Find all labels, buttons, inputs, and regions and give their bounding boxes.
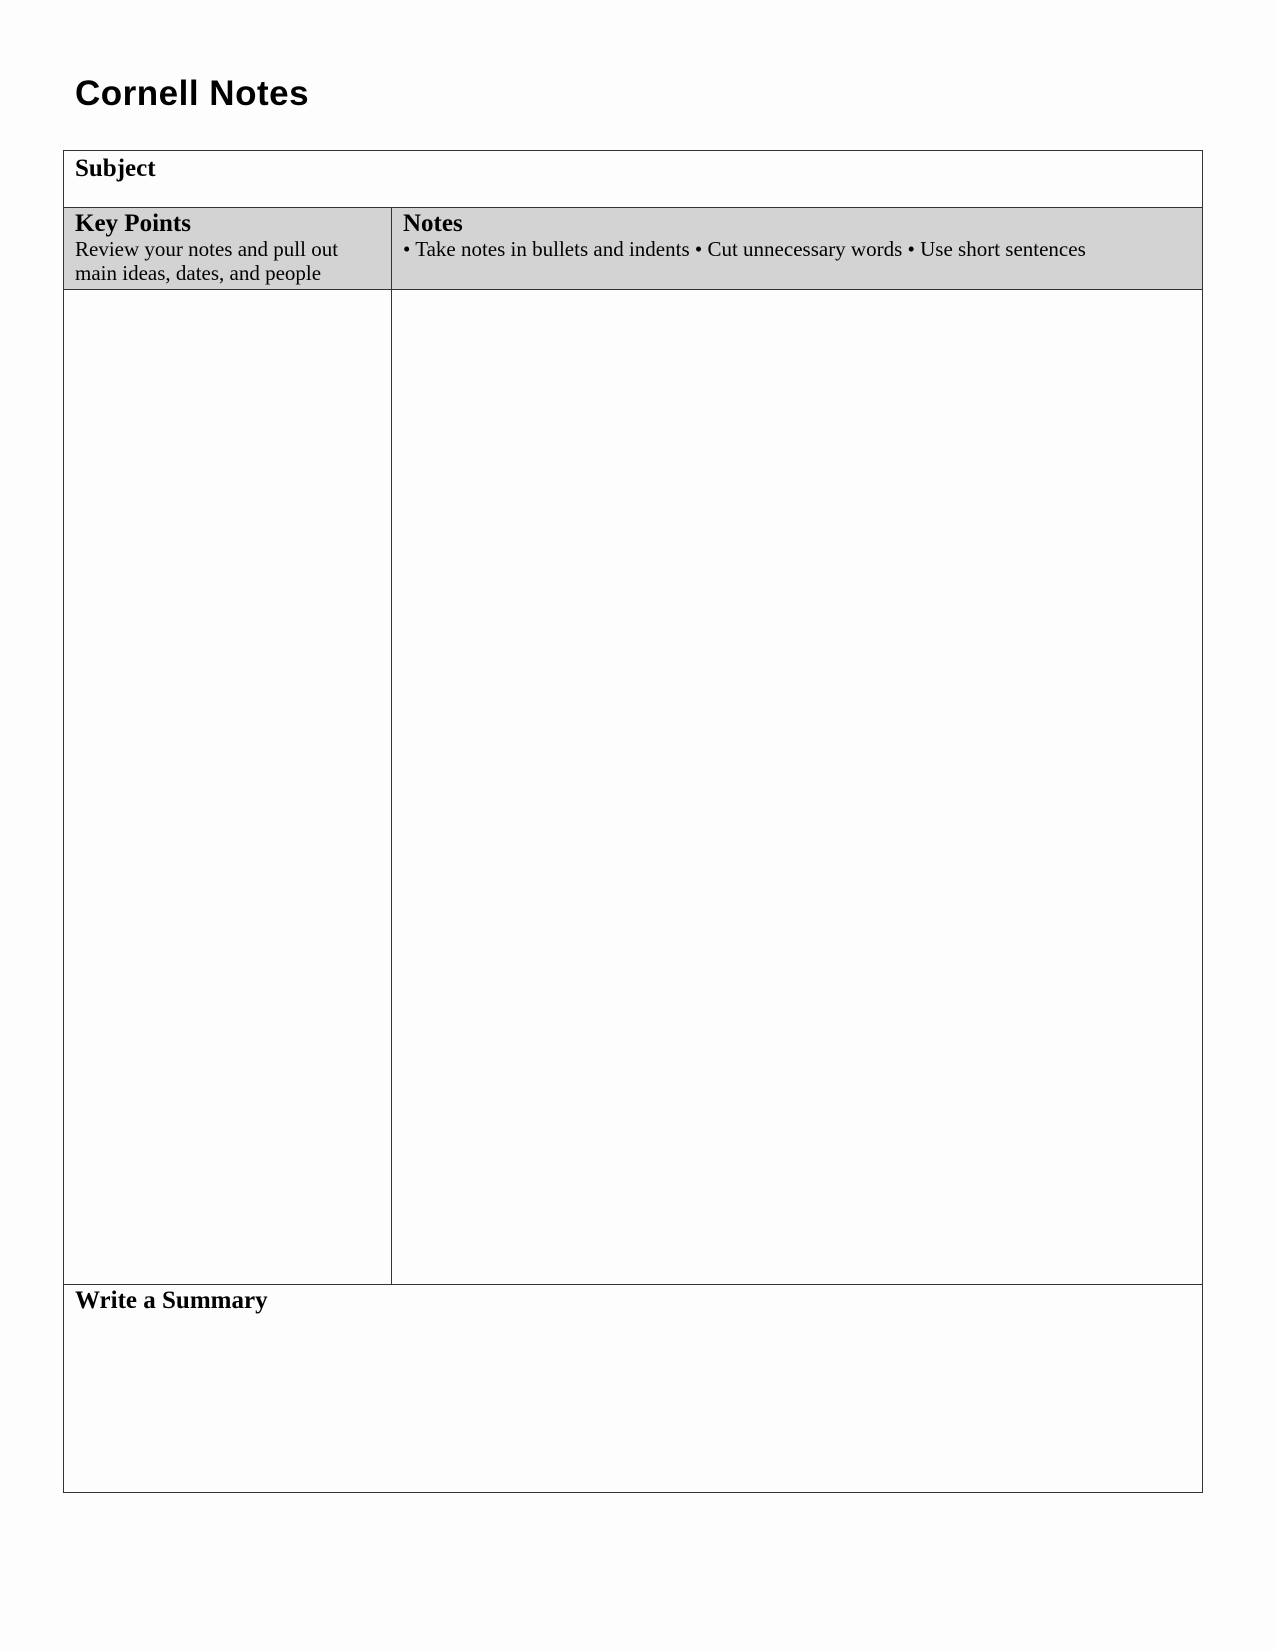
key-points-area[interactable] bbox=[64, 290, 392, 1284]
summary-area[interactable] bbox=[64, 1285, 1202, 1492]
cornell-notes-form bbox=[63, 150, 1203, 1493]
column-header-row bbox=[64, 208, 1202, 290]
notes-body-row bbox=[64, 290, 1202, 1285]
page-title: Cornell Notes bbox=[75, 74, 310, 113]
notes-title: Notes bbox=[403, 210, 463, 237]
subject-label: Subject bbox=[75, 155, 156, 182]
key-points-title: Key Points bbox=[75, 210, 191, 237]
summary-label: Write a Summary bbox=[75, 1287, 268, 1314]
notes-area[interactable] bbox=[392, 290, 1202, 1284]
key-points-header bbox=[64, 208, 392, 289]
key-points-instructions: Review your notes and pull out main ideas, dates, and people bbox=[75, 237, 339, 285]
notes-instructions: • Take notes in bullets and indents • Cut unnecessary words • Use short sentences bbox=[403, 237, 1086, 261]
notes-header bbox=[392, 208, 1202, 289]
subject-field[interactable] bbox=[64, 151, 1202, 208]
